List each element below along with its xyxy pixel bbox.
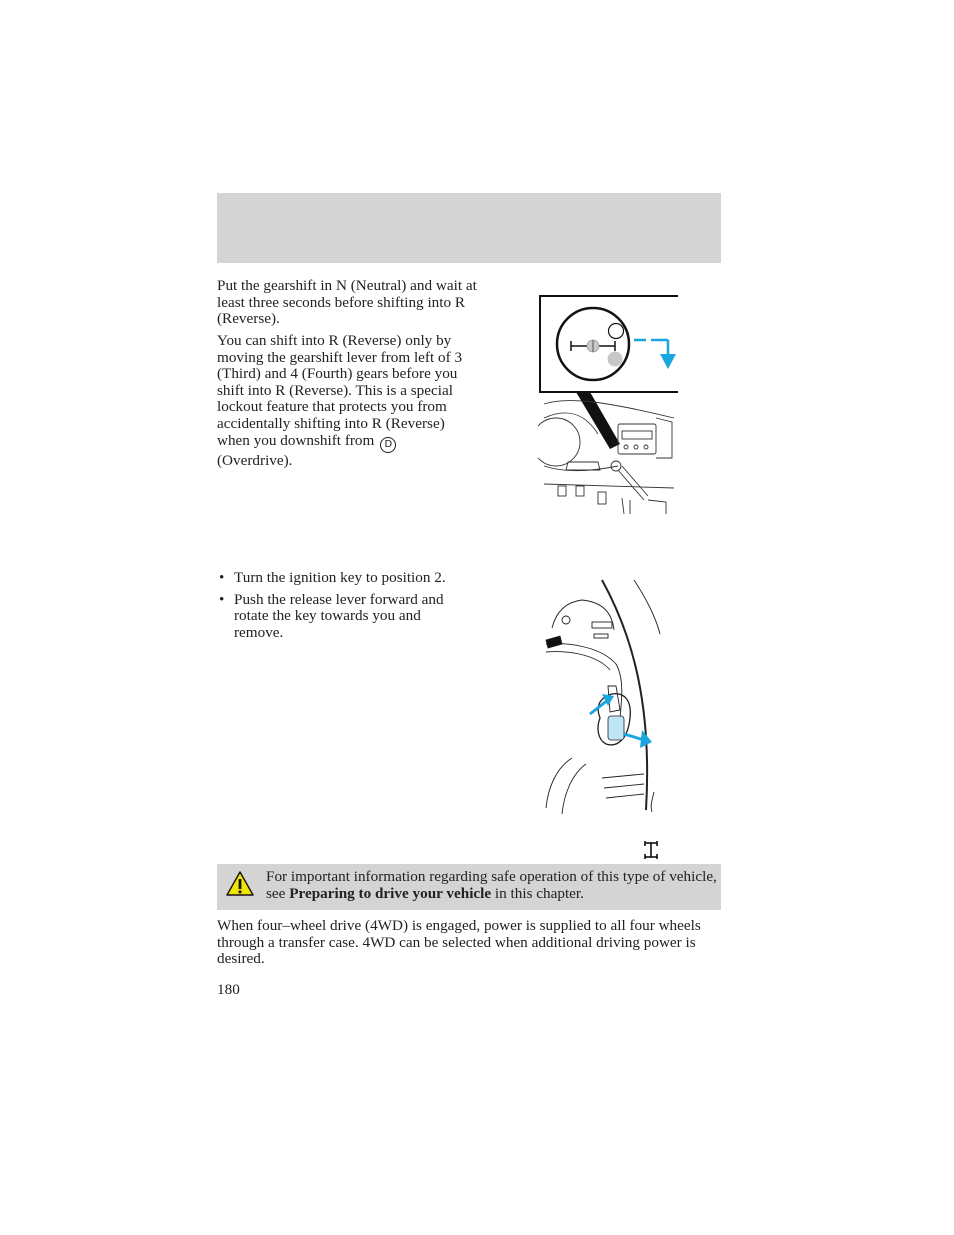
overdrive-icon: D [380, 437, 396, 453]
four-wheel-drive-icon [643, 841, 659, 859]
bullet-symbol: • [219, 569, 225, 586]
section-header-band [217, 193, 721, 263]
reverse-lockout-text: You can shift into R (Reverse) only by moving the gearshift lever from left of 3 (Third) and 4 (Fourth) gears before you shift into R (Reverse). This is a special lockout feature that protects you from accidentally shifting into R (Reverse) when you downshift from [217, 332, 463, 449]
warning-reference-title: Preparing to drive your vehicle [289, 885, 492, 902]
list-item [217, 592, 467, 642]
warning-text-after: in this chapter. [494, 885, 584, 902]
bullet-symbol: • [219, 590, 225, 608]
warning-text [266, 868, 718, 902]
page-number: 180 [217, 981, 240, 998]
ignition-key-steps [217, 570, 467, 646]
safety-warning-box [217, 864, 721, 910]
list-item [217, 570, 467, 587]
bullet-text: Turn the ignition key to position 2. [234, 569, 446, 586]
warning-text-before: For important information regarding safe operation of this type of vehicle, see [266, 868, 717, 902]
four-wheel-drive-paragraph: When four–wheel drive (4WD) is engaged, power is supplied to all four wheels through a transfer case. 4WD can be selected when additional driving power is desired. [217, 917, 701, 968]
bullet-text: Push the release lever forward and rotate the key towards you and remove. [234, 590, 444, 641]
reverse-instruction-paragraph: Put the gearshift in N (Neutral) and wait at least three seconds before shifting into R (Reverse). [217, 277, 477, 328]
reverse-lockout-paragraph [217, 333, 472, 469]
overdrive-label: (Overdrive). [217, 451, 293, 469]
warning-triangle-icon [225, 870, 255, 897]
ignition-key-illustration [542, 578, 666, 814]
gearshift-illustration [538, 294, 678, 516]
